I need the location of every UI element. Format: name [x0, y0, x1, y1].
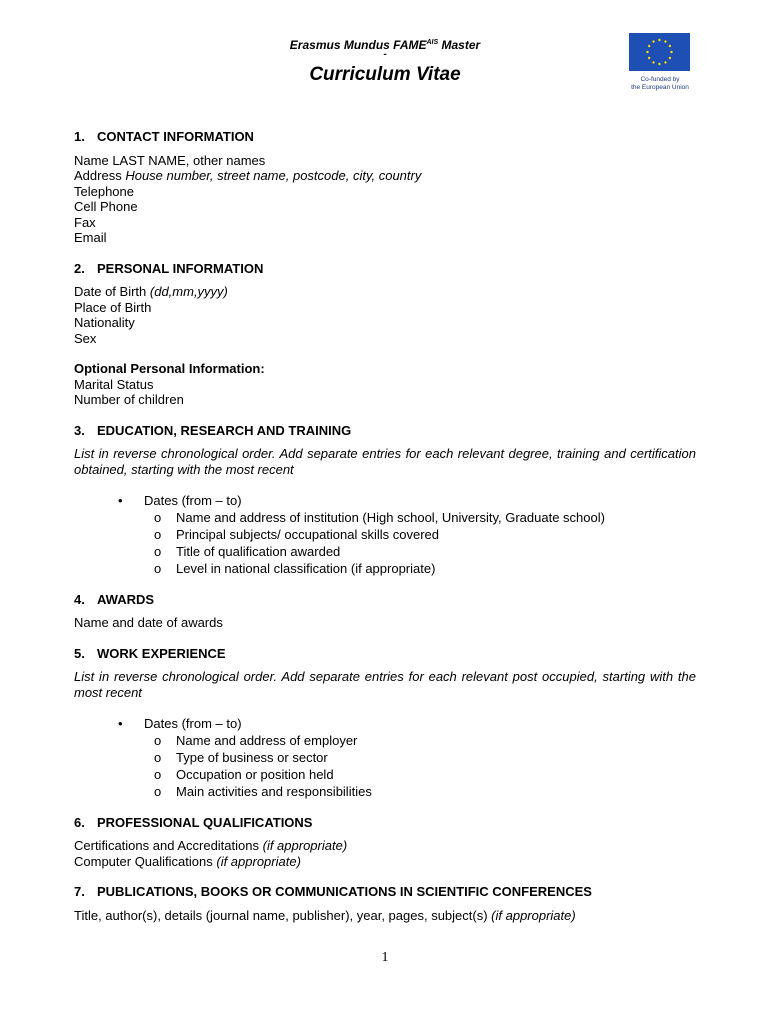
children-line: Number of children — [74, 392, 184, 407]
nationality-line: Nationality — [74, 315, 135, 330]
section-heading-qualifications: 6. PROFESSIONAL QUALIFICATIONS — [74, 814, 313, 830]
education-list — [118, 493, 696, 577]
sex-line: Sex — [74, 330, 97, 346]
eu-star — [669, 45, 671, 47]
optional-info-heading: Optional Personal Information: — [74, 361, 265, 376]
section-heading-education: 3. EDUCATION, RESEARCH AND TRAINING — [74, 422, 352, 438]
education-instructions: List in reverse chronological order. Add separate entries for each relevant degree, training and certification obtained, starting with the most recent — [74, 446, 696, 477]
list-subitem: o Name and address of employer — [154, 732, 358, 748]
eu-star — [664, 40, 666, 42]
place-of-birth-line: Place of Birth — [74, 299, 152, 315]
publications-line: Title, author(s), details (journal name, publisher), year, pages, subject(s) (if appropriate) — [74, 907, 576, 923]
section-heading-contact: 1. CONTACT INFORMATION — [74, 129, 254, 144]
eu-star — [648, 45, 650, 47]
eu-star — [646, 51, 648, 53]
eu-star — [652, 40, 654, 42]
list-item: • Dates (from – to) — [118, 493, 696, 509]
page-title: Curriculum Vitae — [309, 64, 461, 85]
list-subitem: o Name and address of institution (High school, University, Graduate school) — [154, 509, 605, 525]
eu-star — [669, 57, 671, 59]
section-heading-work: 5. WORK EXPERIENCE — [74, 645, 226, 661]
marital-line: Marital Status — [74, 376, 154, 392]
awards-line: Name and date of awards — [74, 615, 223, 630]
eu-star — [670, 51, 672, 53]
program-name: Erasmus Mundus $FAME^{AIS}$ Master — [289, 38, 481, 52]
dob-line: Date of Birth (dd,mm,yyyy) — [74, 284, 228, 299]
eu-star — [658, 63, 660, 65]
header-dash: - — [383, 49, 387, 60]
list-subitem: o Principal subjects/ occupational skills covered — [154, 526, 440, 542]
list-subitem: o Main activities and responsibilities — [154, 783, 372, 799]
telephone-line: Telephone — [74, 183, 134, 199]
eu-star — [648, 57, 650, 59]
list-subitem: o Occupation or position held — [154, 766, 334, 782]
eu-logo — [626, 33, 694, 92]
work-instructions: List in reverse chronological order. Add separate entries for each relevant post occupied, starting with the most recent — [74, 669, 696, 700]
section-heading-personal: 2. PERSONAL INFORMATION — [74, 260, 264, 276]
list-subitem: o Level in national classification (if appropriate) — [154, 560, 436, 576]
cv-content — [74, 129, 696, 923]
eu-star — [658, 39, 660, 41]
eu-star — [664, 61, 666, 63]
address-line: Address House number, street name, postcode, city, country — [74, 168, 422, 183]
list-subitem: o Type of business or sector — [154, 749, 328, 765]
cell-line: Cell Phone — [74, 199, 138, 214]
page-number: 1 — [381, 950, 389, 965]
eu-flag-icon — [629, 33, 690, 71]
name-line: Name LAST NAME, other names — [74, 152, 266, 168]
work-list — [118, 716, 696, 800]
section-heading-awards: 4. AWARDS — [74, 591, 155, 607]
computer-qualifications-line: Computer Qualifications (if appropriate) — [74, 853, 301, 869]
email-line: Email — [74, 230, 107, 245]
fax-line: Fax — [74, 214, 96, 230]
eu-caption: Co-funded by the European Union — [631, 76, 689, 91]
certifications-line: Certifications and Accreditations (if appropriate) — [74, 838, 348, 853]
list-subitem: o Title of qualification awarded — [154, 543, 341, 559]
list-item: • Dates (from – to) — [118, 716, 696, 732]
section-heading-publications: 7. PUBLICATIONS, BOOKS OR COMMUNICATIONS IN SCIENTIFIC CONFERENCES — [74, 884, 592, 899]
eu-star — [652, 61, 654, 63]
